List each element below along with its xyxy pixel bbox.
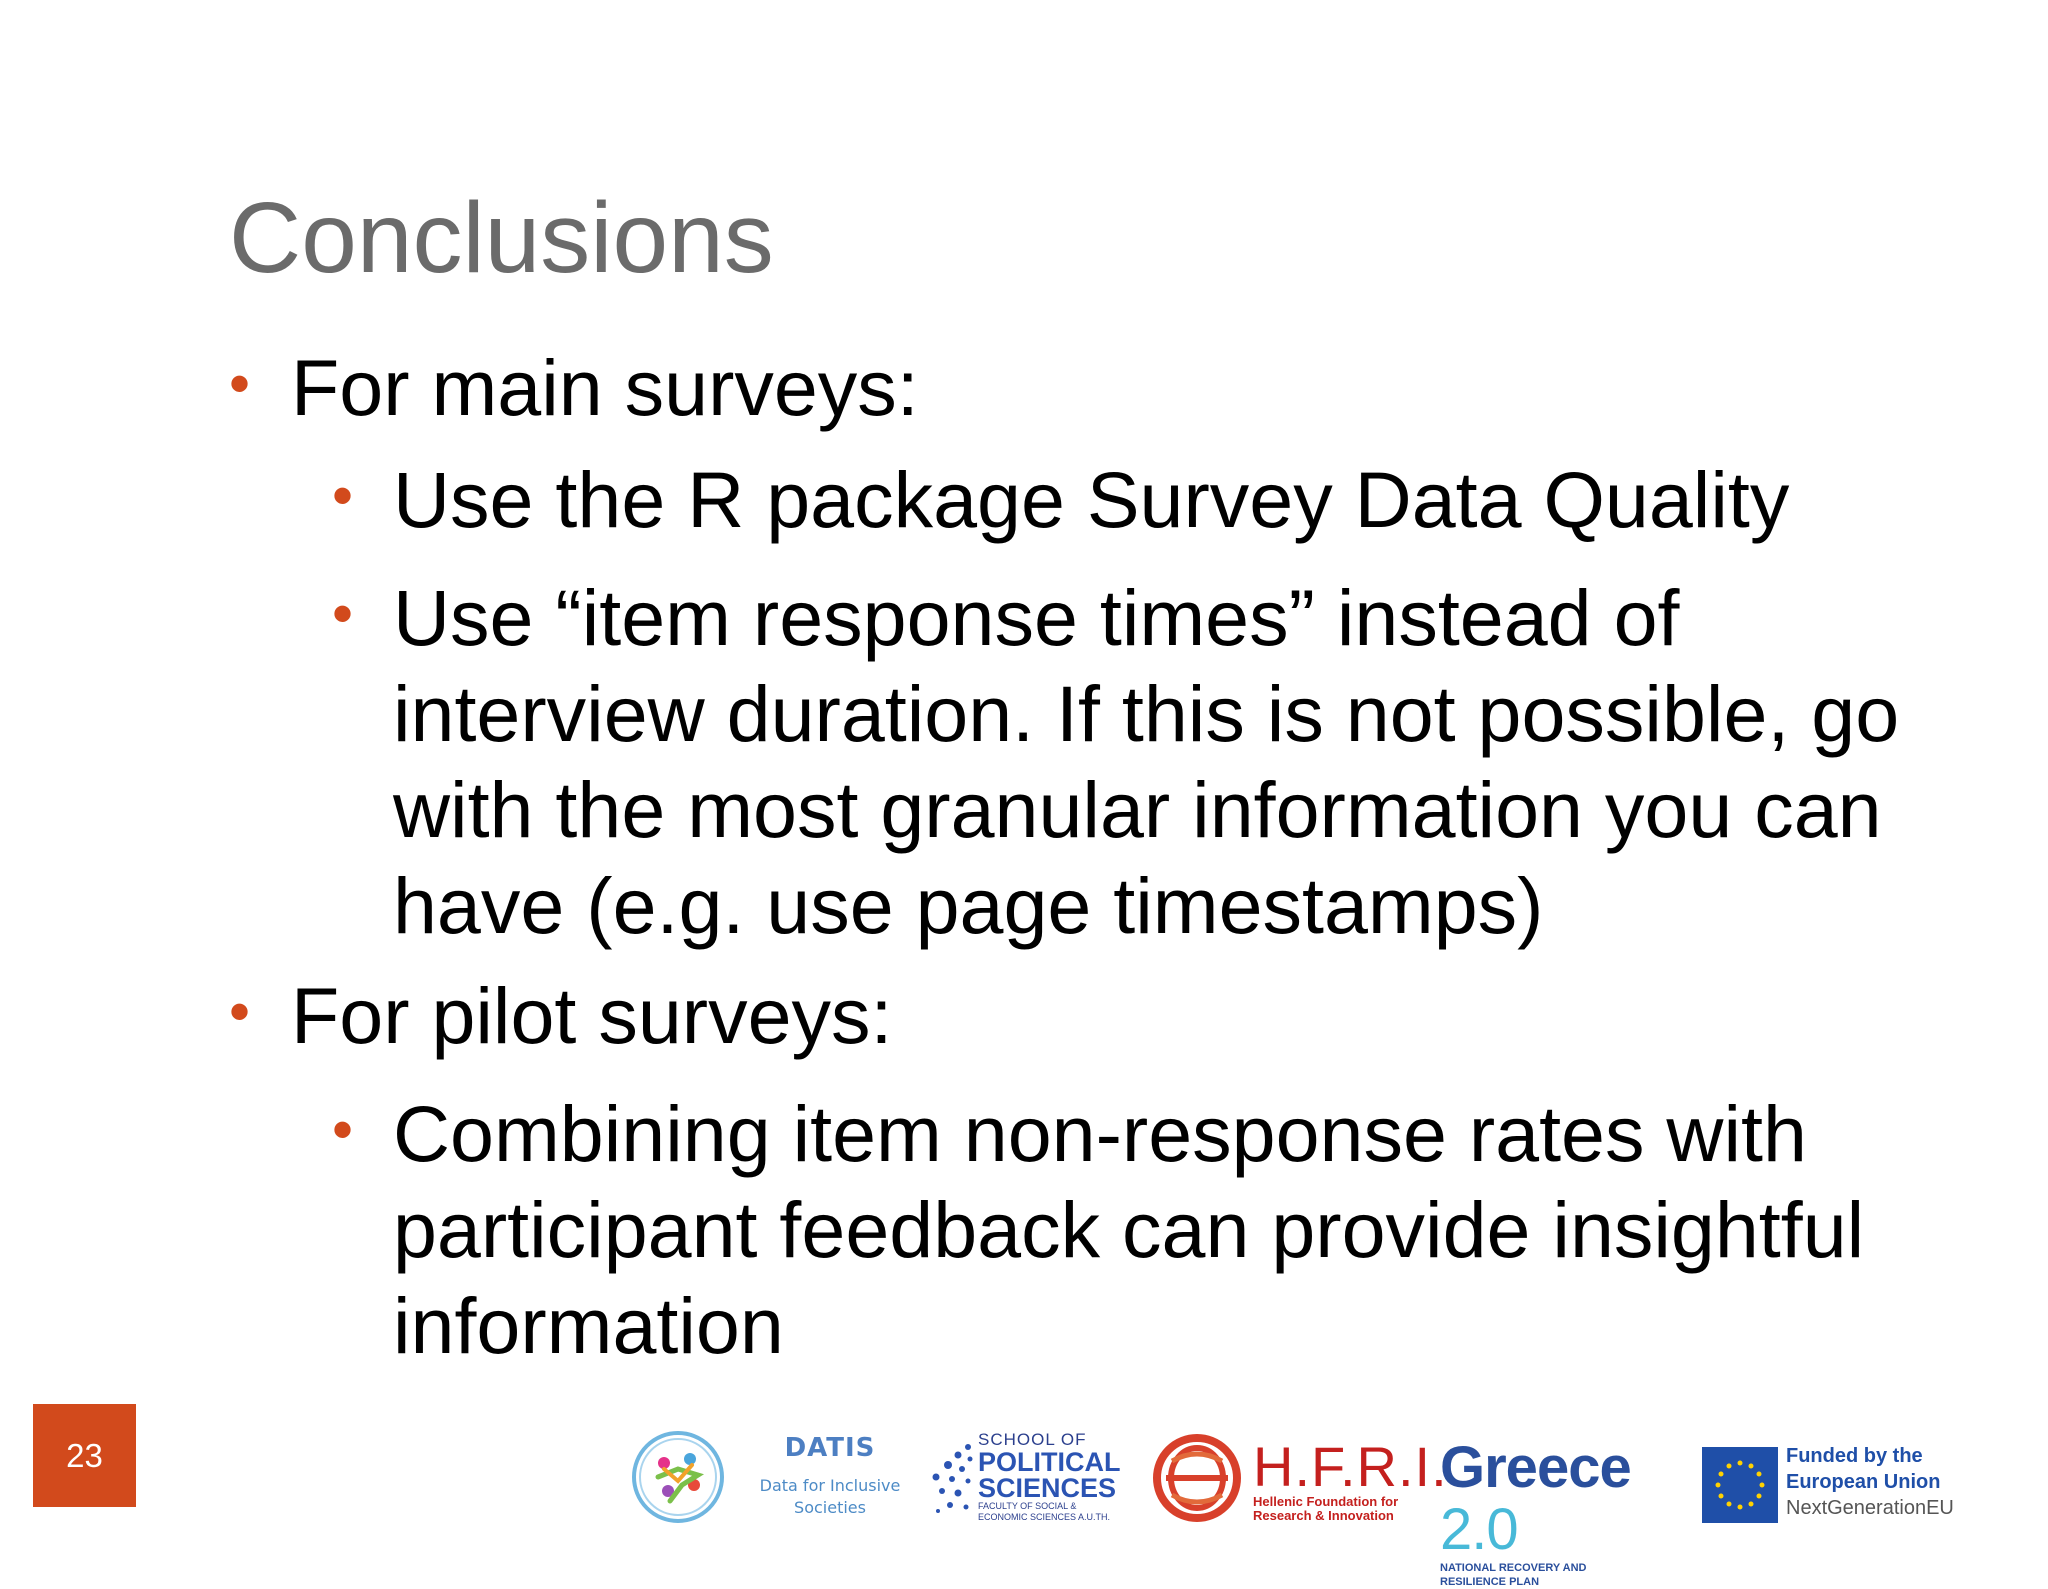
- greece20-tagline: NATIONAL RECOVERY AND RESILIENCE PLAN: [1440, 1562, 1587, 1588]
- datis-tagline-1: Data for Inclusive: [759, 1476, 901, 1495]
- sub-bullet-item: [229, 1086, 1989, 1374]
- bullet-icon: •: [229, 978, 251, 1045]
- bullet-item: [229, 340, 1989, 436]
- hfri-line1: Hellenic Foundation for: [1253, 1494, 1399, 1509]
- bullet-item: [229, 968, 1989, 1064]
- sub-bullet-item: [229, 452, 1989, 548]
- hfri-logo-text: [1253, 1435, 1448, 1523]
- eu-flag-icon: [1702, 1447, 1778, 1523]
- greece20-version: 2.0: [1440, 1497, 1518, 1562]
- political-sciences-logo-text: [978, 1431, 1121, 1523]
- datis-logo-text: [750, 1433, 910, 1519]
- sub-bullet-text: Use the R package Survey Data Quality: [393, 455, 1790, 544]
- eu-line2: European Union: [1786, 1471, 1941, 1493]
- sub-bullet-text: Combining item non-response rates with participant feedback can provide insightful information: [393, 1089, 1865, 1370]
- bullet-icon: •: [332, 580, 354, 647]
- bullet-list: [229, 340, 1989, 1374]
- pol-line1: SCHOOL OF: [978, 1430, 1087, 1449]
- hfri-logo-icon: [1152, 1433, 1242, 1523]
- pol-line5: ECONOMIC SCIENCES A.U.TH.: [978, 1512, 1111, 1522]
- pol-line2: POLITICAL: [978, 1447, 1121, 1477]
- datis-tagline-2: Societies: [794, 1498, 866, 1517]
- hfri-name: H.F.R.I.: [1253, 1435, 1448, 1498]
- hfri-line2: Research & Innovation: [1253, 1508, 1394, 1523]
- eu-line1: Funded by the: [1786, 1445, 1923, 1467]
- bullet-text: For pilot surveys:: [291, 971, 893, 1060]
- bullet-icon: •: [229, 350, 251, 417]
- bullet-icon: •: [332, 1096, 354, 1163]
- sub-bullet-text: Use “item response times” instead of interview duration. If this is not possible, go with the most granular information you can have (e.g. use page timestamps): [393, 573, 1900, 950]
- slide-title: Conclusions: [229, 182, 774, 294]
- greece20-logo: [1440, 1437, 1631, 1589]
- bullet-icon: •: [332, 462, 354, 529]
- pol-line4: FACULTY OF SOCIAL &: [978, 1501, 1077, 1511]
- eu-logo-text: [1786, 1443, 1954, 1521]
- bullet-text: For main surveys:: [291, 343, 919, 432]
- datis-name: DATIS: [784, 1433, 876, 1463]
- greece20-title: [1440, 1437, 1631, 1561]
- greece20-name: Greece: [1440, 1435, 1631, 1500]
- datis-logo-icon: [630, 1429, 726, 1525]
- page-number-badge: 23: [33, 1404, 136, 1507]
- political-sciences-logo-icon: [928, 1439, 980, 1519]
- pol-line3: SCIENCES: [978, 1473, 1117, 1503]
- sub-bullet-item: [229, 570, 1989, 954]
- eu-line3: NextGenerationEU: [1786, 1497, 1954, 1519]
